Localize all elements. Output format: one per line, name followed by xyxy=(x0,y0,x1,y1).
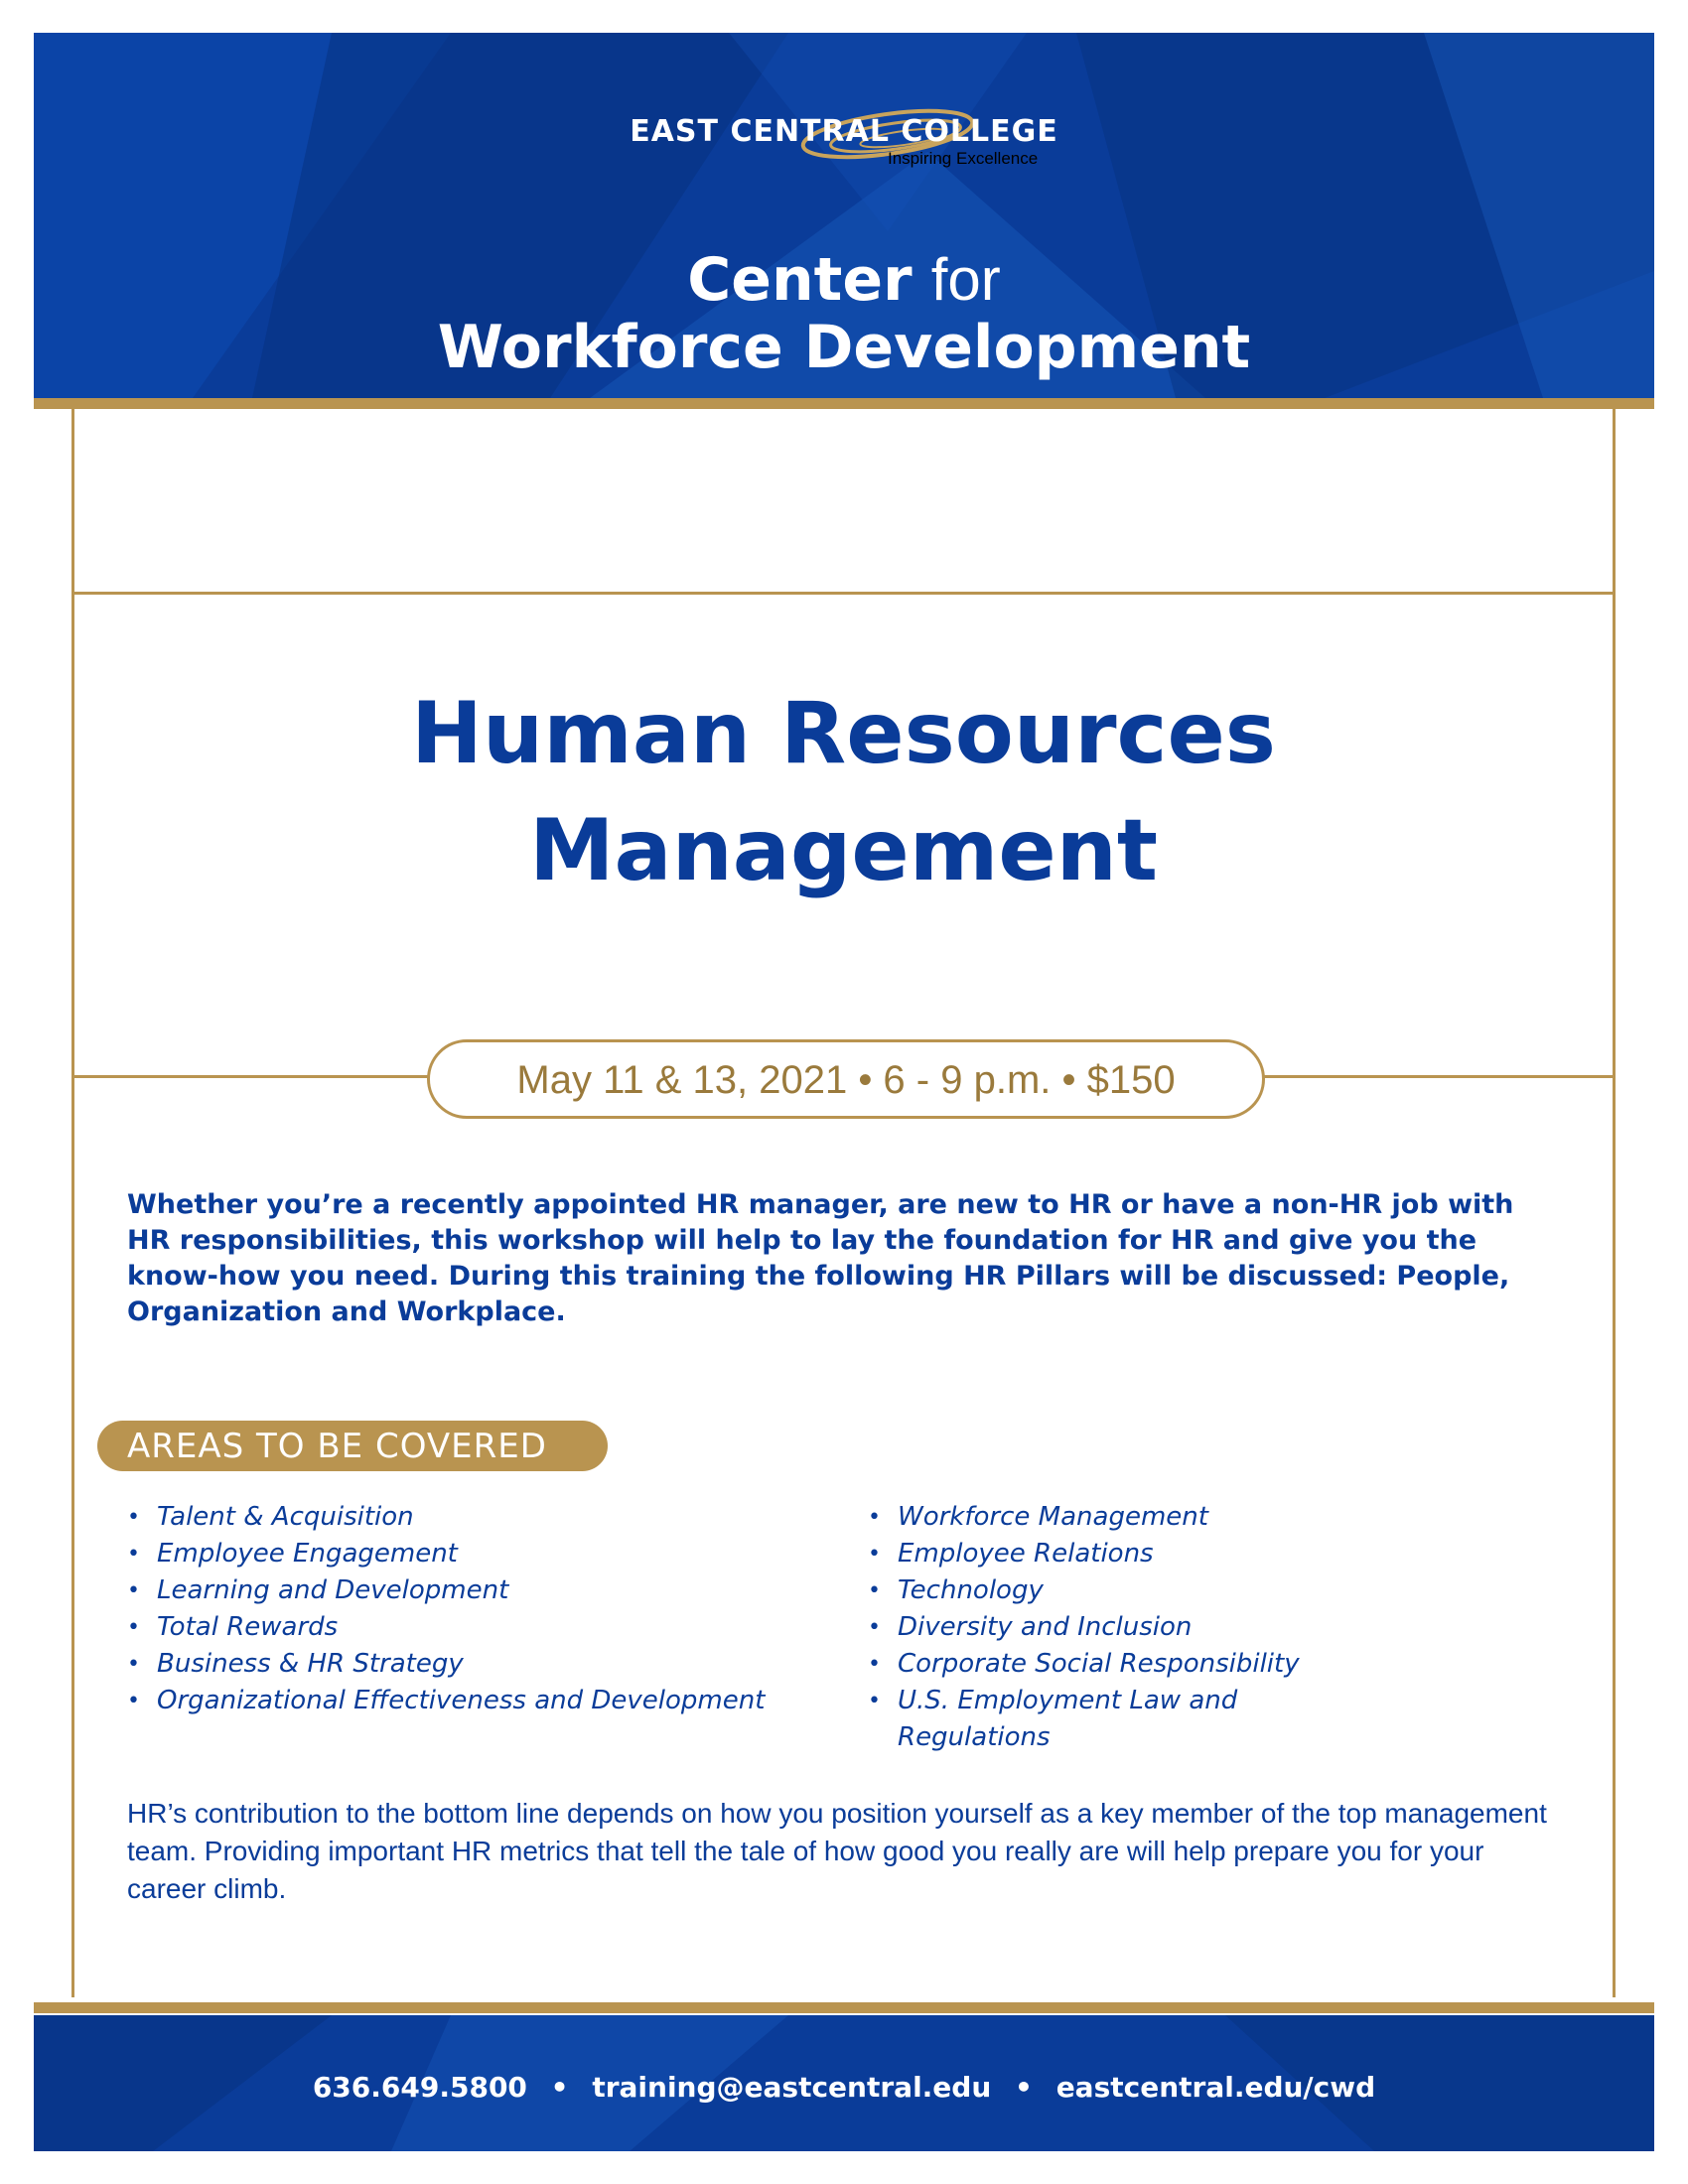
footer-banner xyxy=(34,2015,1654,2151)
page-title-line1: Human Resources xyxy=(411,684,1276,783)
list-item: • Talent & Acquisition xyxy=(127,1499,822,1536)
header-banner xyxy=(34,33,1654,398)
list-item: • Diversity and Inclusion xyxy=(868,1609,1384,1646)
header-gold-divider xyxy=(34,398,1654,409)
list-item: • U.S. Employment Law and Regulations xyxy=(868,1683,1384,1756)
college-tagline: Inspiring Excellence xyxy=(888,149,1039,168)
list-item: • Employee Engagement xyxy=(127,1536,822,1572)
header-title-center: Center xyxy=(687,245,913,315)
list-item: • Learning and Development xyxy=(127,1572,822,1609)
frame-right-border xyxy=(1613,409,1616,1997)
header-title-workforce: Workforce Development xyxy=(437,313,1251,382)
intro-paragraph: Whether you’re a recently appointed HR manager, are new to HR or have a non-HR job with HR responsibilities, this workshop will help to lay the foundation for HR and give you the know-how you need. During this training the following HR Pillars will be discussed: People, Organization and Workplace. xyxy=(127,1189,1514,1327)
header-title-for: for xyxy=(930,246,1001,313)
areas-list-left xyxy=(127,1499,822,1719)
college-logo xyxy=(34,114,1654,149)
footer-separator: • xyxy=(550,2071,569,2104)
list-item: • Corporate Social Responsibility xyxy=(868,1646,1384,1683)
footer-email-link[interactable]: training@eastcentral.edu xyxy=(592,2071,992,2104)
list-item: • Organizational Effectiveness and Development xyxy=(127,1683,822,1719)
footer-separator: • xyxy=(1015,2071,1033,2104)
footer-phone[interactable]: 636.649.5800 xyxy=(312,2071,527,2104)
list-item: • Total Rewards xyxy=(127,1609,822,1646)
areas-heading-badge: AREAS TO BE COVERED xyxy=(97,1421,608,1471)
date-time-price-badge: May 11 & 13, 2021 • 6 - 9 p.m. • $150 xyxy=(427,1039,1265,1119)
frame-top-divider xyxy=(71,592,1616,595)
footer-gold-divider xyxy=(34,2002,1654,2013)
footer-contact-info xyxy=(34,2071,1654,2104)
college-name: EAST CENTRAL COLLEGE xyxy=(630,114,1058,149)
closing-paragraph: HR’s contribution to the bottom line depends on how you position yourself as a key member of the top management team. Providing important HR metrics that tell the tale of how good you really are will help prepare you for your career climb. xyxy=(127,1798,1547,1904)
list-item: • Technology xyxy=(868,1572,1384,1609)
header-title xyxy=(34,246,1654,381)
frame-left-border xyxy=(71,409,74,1997)
list-item: • Workforce Management xyxy=(868,1499,1384,1536)
footer-website-link[interactable]: eastcentral.edu/cwd xyxy=(1055,2071,1376,2104)
list-item: • Employee Relations xyxy=(868,1536,1384,1572)
list-item: • Business & HR Strategy xyxy=(127,1646,822,1683)
areas-list-right xyxy=(868,1499,1384,1756)
page-title-line2: Management xyxy=(528,801,1159,900)
page-title xyxy=(74,675,1613,909)
